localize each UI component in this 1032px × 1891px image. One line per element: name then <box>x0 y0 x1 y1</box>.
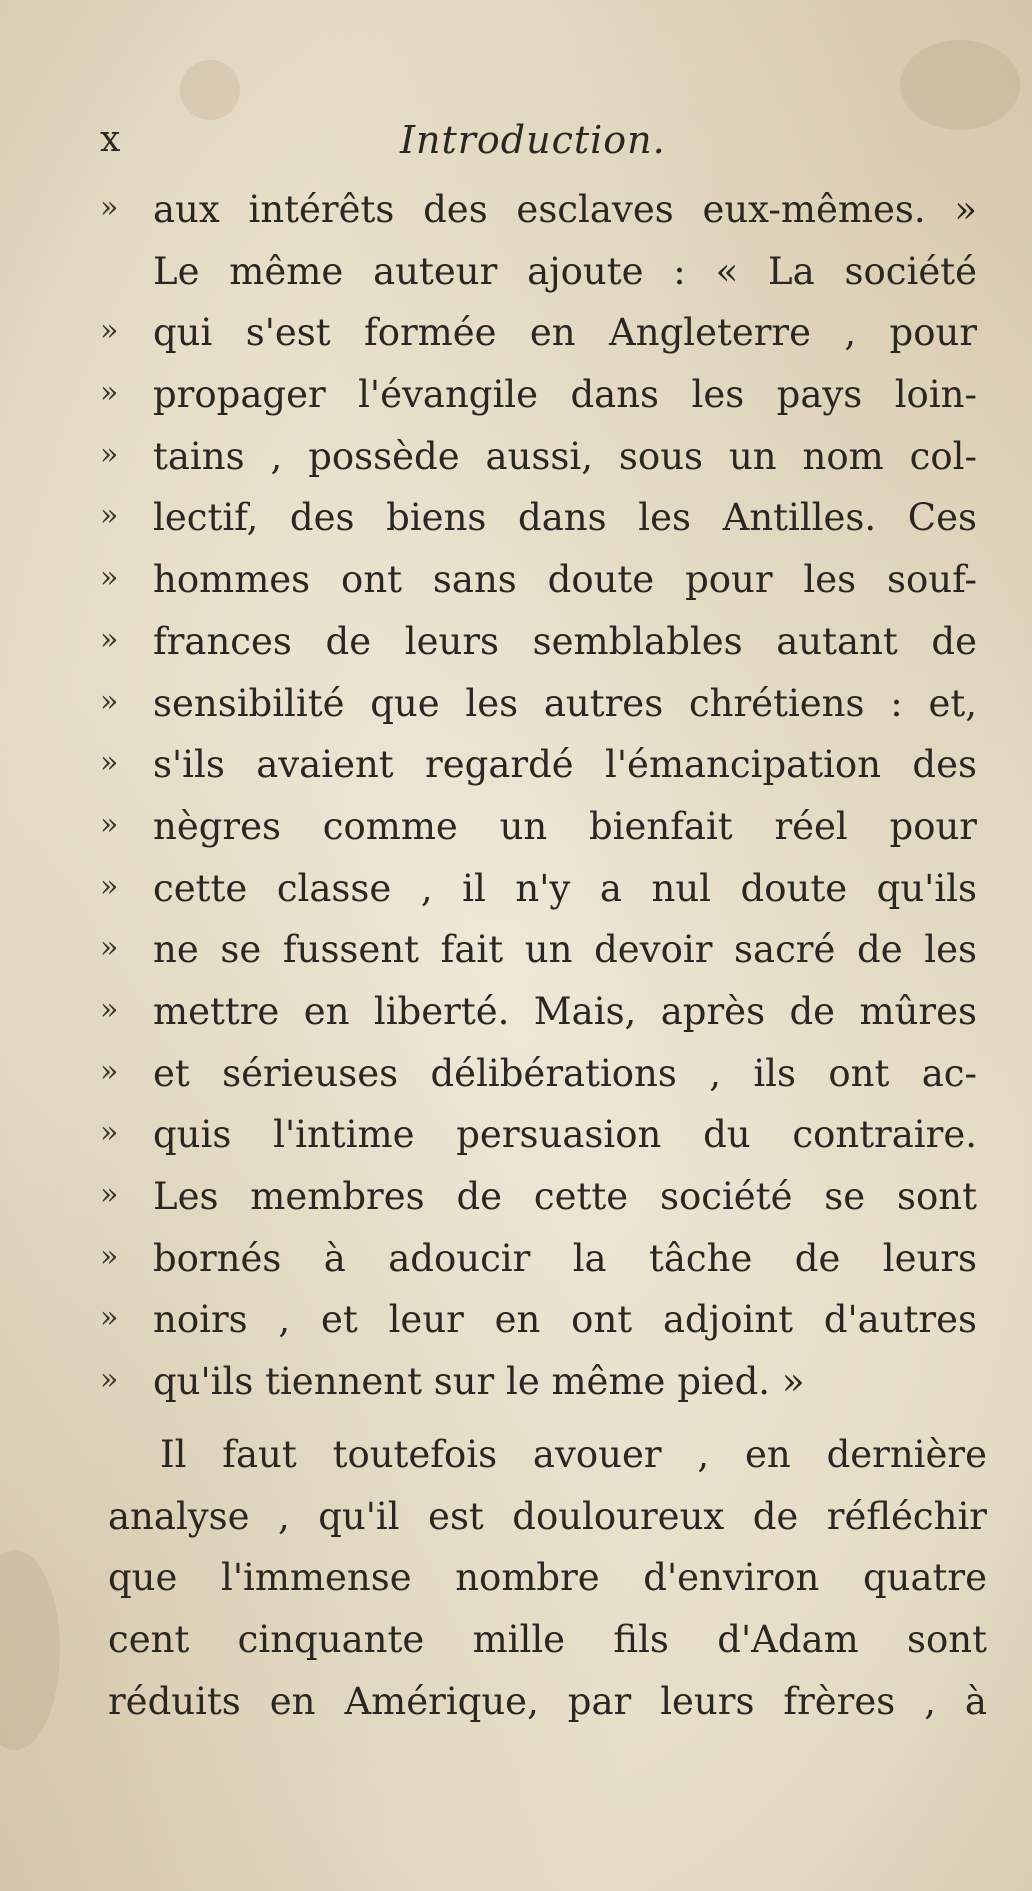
line-text: analyse , qu'il est douloureux de réfléchir <box>108 1494 987 1538</box>
quote-mark: » <box>100 930 119 966</box>
quote-mark: » <box>100 1300 119 1336</box>
paragraph-line <box>0 1487 1032 1549</box>
text-line <box>0 1229 1032 1291</box>
quote-mark: » <box>100 868 119 904</box>
quote-mark: » <box>100 436 119 472</box>
quote-mark: » <box>100 375 119 411</box>
text-line <box>0 674 1032 736</box>
line-text: et sérieuses délibérations , ils ont ac- <box>153 1051 977 1095</box>
text-line <box>0 427 1032 489</box>
quote-mark: » <box>100 560 119 596</box>
line-text: nègres comme un bienfait réel pour <box>153 804 977 848</box>
text-line <box>0 1044 1032 1106</box>
line-text: qui s'est formée en Angleterre , pour <box>153 311 977 355</box>
text-line <box>0 612 1032 674</box>
text-line <box>0 365 1032 427</box>
quote-mark: » <box>100 806 119 842</box>
quote-mark: » <box>100 313 119 349</box>
text-line <box>0 242 1032 304</box>
text-line <box>0 1352 1032 1414</box>
text-line <box>0 859 1032 921</box>
quote-mark: » <box>100 745 119 781</box>
text-line <box>0 550 1032 612</box>
line-text: hommes ont sans doute pour les souf- <box>153 558 977 602</box>
line-text: Le même auteur ajoute : « La société <box>153 249 977 293</box>
line-text: mettre en liberté. Mais, après de mûres <box>153 989 977 1033</box>
paragraph <box>0 1425 1032 1733</box>
quote-mark: » <box>100 1115 119 1151</box>
line-text: ne se fussent fait un devoir sacré de les <box>153 928 977 972</box>
paper-stain <box>180 60 240 120</box>
running-title: Introduction. <box>400 118 666 162</box>
text-line <box>0 180 1032 242</box>
quote-mark: » <box>100 991 119 1027</box>
line-text: qu'ils tiennent sur le même pied. » <box>153 1360 805 1404</box>
quote-mark: » <box>100 190 119 225</box>
line-text: cent cinquante mille fils d'Adam sont <box>108 1618 987 1662</box>
text-line <box>0 735 1032 797</box>
line-text: propager l'évangile dans les pays loin- <box>153 373 977 417</box>
text-line <box>0 488 1032 550</box>
line-text: frances de leurs semblables autant de <box>153 619 977 663</box>
quote-mark: » <box>100 1177 119 1212</box>
quoted-passage <box>0 180 1032 1414</box>
quote-mark: » <box>100 498 119 534</box>
quote-mark: » <box>100 621 119 657</box>
text-line <box>0 1105 1032 1167</box>
text-line <box>0 1167 1032 1229</box>
paragraph-line <box>0 1672 1032 1734</box>
paragraph-line <box>0 1425 1032 1487</box>
text-line <box>0 920 1032 982</box>
line-text: noirs , et leur en ont adjoint d'autres <box>153 1298 977 1342</box>
text-line <box>0 1290 1032 1352</box>
quote-mark: » <box>100 1053 119 1089</box>
line-text: quis l'intime persuasion du contraire. <box>153 1113 977 1157</box>
line-text: s'ils avaient regardé l'émancipation des <box>153 743 977 787</box>
paragraph-line <box>0 1610 1032 1672</box>
paragraph-line <box>0 1548 1032 1610</box>
line-text: que l'immense nombre d'environ quatre <box>108 1556 987 1600</box>
line-text: lectif, des biens dans les Antilles. Ces <box>153 496 977 540</box>
quote-mark: » <box>100 1238 119 1274</box>
text-line <box>0 797 1032 859</box>
text-line <box>0 303 1032 365</box>
line-text: sensibilité que les autres chrétiens : et, <box>153 681 977 725</box>
line-text: aux intérêts des esclaves eux-mêmes. » <box>153 188 977 231</box>
text-line <box>0 982 1032 1044</box>
running-head <box>0 115 1032 165</box>
line-text: Les membres de cette société se sont <box>153 1175 977 1218</box>
line-text: bornés à adoucir la tâche de leurs <box>153 1236 977 1280</box>
line-text: cette classe , il n'y a nul doute qu'ils <box>153 866 977 910</box>
line-text: Il faut toutefois avouer , en dernière <box>160 1433 987 1476</box>
line-text: tains , possède aussi, sous un nom col- <box>153 434 977 478</box>
quote-mark: » <box>100 683 119 719</box>
quote-mark: » <box>100 1362 119 1398</box>
page-number: x <box>100 119 122 160</box>
line-text: réduits en Amérique, par leurs frères , à <box>108 1679 987 1723</box>
